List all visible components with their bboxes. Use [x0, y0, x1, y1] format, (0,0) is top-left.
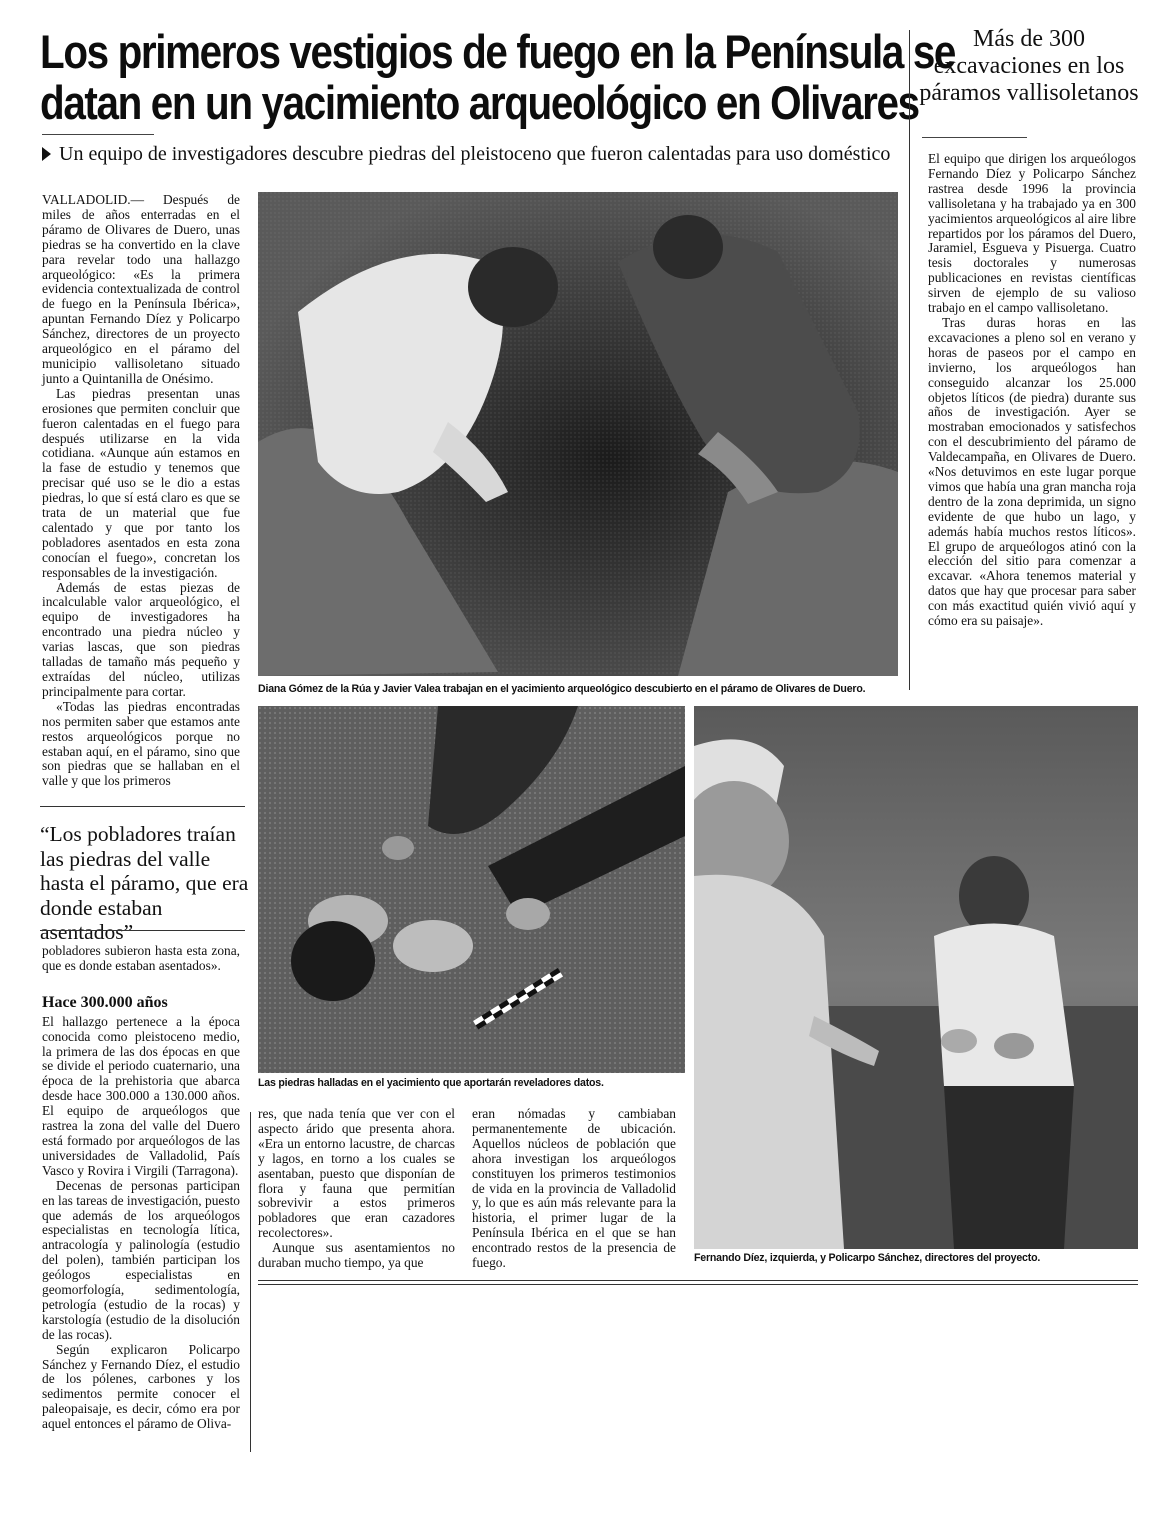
sidebar-divider — [909, 30, 910, 690]
headline-line-2: datan en un yacimiento arqueológico en Olivares — [40, 76, 919, 129]
section-title: Hace 300.000 años — [42, 993, 168, 1011]
bottom-rule-1 — [258, 1280, 1138, 1281]
excavation-photo-image — [258, 192, 898, 676]
stones-photo — [258, 706, 685, 1073]
body-column-3 — [472, 1107, 676, 1271]
body-paragraph: eran nómadas y cambiaban permanentemente de ubicación. Aquellos núcleos de población que ahora investigan los arqueólogos constituyen los primeros testimonios de vida en la provincia de Valladolid y, lo que es aún más relevante para la historia, el primer lugar de la Península Ibérica en el que se han encontrado restos de la presencia de fuego. — [472, 1106, 676, 1271]
headline-line-1: Los primeros vestigios de fuego en la Península se — [40, 25, 956, 78]
column-divider — [250, 1112, 251, 1452]
body-column-1-continued — [42, 944, 240, 1432]
sidebar-title-rule — [922, 137, 1027, 138]
body-paragraph: res, que nada tenía que ver con el aspecto árido que presenta ahora. «Era un entorno lacustre, de charcas y lagos, en torno a los cuales se asentaban, puesto que disponían de flora y fauna que permitían sobrevivir a estos primeros pobladores que eran cazadores recolectores». — [258, 1106, 455, 1241]
body-paragraph: «Todas las piedras encontradas nos permiten saber que estamos ante restos arqueológicos porque no estaban aquí, en el páramo, sino que son piedras que se hallaban en el valle y que los primeros — [42, 698, 240, 789]
pull-quote-rule-top — [40, 806, 245, 807]
caption-directors-photo: Fernando Díez, izquierda, y Policarpo Sánchez, directores del proyecto. — [694, 1252, 1041, 1264]
stones-photo-image — [258, 706, 685, 1073]
caption-stones-photo: Las piedras halladas en el yacimiento que aportarán reveladores datos. — [258, 1077, 604, 1089]
sidebar-paragraph: Tras duras horas en las excavaciones a pleno sol en verano y horas de paseos por el campo en invierno, los arqueólogos han conseguido alcanzar los 25.000 objetos líticos (de piedra) durante sus años de investigación. Ayer se mostraban emocionados y satisfechos con el descubrimiento del páramo de Valdecampaña, en Olivares de Duero. «Nos detuvimos en este lugar porque vimos que había una gran mancha roja dentro de la zona deprimida, un signo evidente de que hubo un lago, y además había muchos restos líticos». El grupo de arqueólogos atinó con la elección del sitio para comenzar a excavar. «Ahora tenemos material y datos que hay que procesar para saber con más exactitud quién vivió aquí y cómo era su paisaje». — [928, 314, 1136, 629]
body-paragraph: Aunque sus asentamientos no duraban mucho tiempo, ya que — [258, 1240, 455, 1271]
pull-quote-rule-bottom — [40, 930, 245, 931]
body-paragraph: Según explicaron Policarpo Sánchez y Fernando Díez, el estudio de los pólenes, carbones y los sedimentos permite conocer el paleopaisaje, es decir, cómo era por aquel entonces el páramo de Oliva- — [42, 1341, 240, 1432]
body-column-1 — [42, 193, 240, 789]
main-photo — [258, 192, 898, 676]
sidebar-paragraph: El equipo que dirigen los arqueólogos Fernando Díez y Policarpo Sánchez rastrea desde 1996 la provincia vallisoletana y ha trabajado ya en 300 yacimientos arqueológicos al aire libre repartidos por los páramos del Duero, Jaramiel, Esgueva y Pisuerga. Cuatro tesis doctorales y numerosas publicaciones en revistas científicas sirven de ejemplo de su valioso trabajo en el campo vallisoletano. — [928, 151, 1136, 316]
pull-quote: “Los pobladores traían las piedras del valle hasta el páramo, que era donde estaban asentados” — [40, 822, 249, 944]
subhead — [42, 142, 912, 166]
caption-main-photo: Diana Gómez de la Rúa y Javier Valea trabajan en el yacimiento arqueológico descubierto en el páramo de Olivares de Duero. — [258, 683, 866, 695]
body-paragraph: Además de estas piezas de incalculable valor arqueológico, el equipo de investigadores ha encontrado una piedra núcleo y varias lascas, que son piedras talladas de tamaño más pequeño y extraídas del núcleo, utilizas principalmente para cortar. — [42, 579, 240, 699]
body-paragraph: VALLADOLID.— Después de miles de años enterradas en el páramo de Olivares de Duero, unas piedras se ha convertido en la clave para revelar todo una hallazgo arqueológico: «Es la primera evidencia contextualizada de control de fuego en la Península Ibérica», apuntan Fernando Díez y Policarpo Sánchez, directores de un proyecto arqueológico en el páramo del municipio vallisoletano situado junto a Quintanilla de Onésimo. — [42, 192, 240, 386]
triangle-bullet-icon — [42, 147, 51, 161]
sidebar-body — [928, 152, 1136, 629]
body-column-2 — [258, 1107, 455, 1271]
dateline: VALLADOLID.— — [42, 192, 145, 207]
body-paragraph: pobladores subieron hasta esta zona, que es donde estaban asentados». — [42, 943, 240, 973]
bottom-rule-2 — [258, 1284, 1138, 1285]
headline — [40, 25, 956, 129]
directors-photo — [694, 706, 1138, 1249]
body-paragraph: Decenas de personas participan en las tareas de investigación, puesto que además de los arqueólogos especialistas en tecnología lítica, antracología y palinología (estudio del polen), también participan los geólogos especialistas en geomorfología, sedimentología, petrología (estudio de la rocas) y karstología (estudio de la disolución de las rocas). — [42, 1177, 240, 1342]
body-paragraph: Las piedras presentan unas erosiones que permiten concluir que fueron calentadas en el fuego para después utilizarse en la vida cotidiana. «Aunque aún estamos en la fase de estudio y tenemos que precisar qué uso se le dio a estas piedras, lo que sí está claro es que se trata de un material que fue calentado y que por tanto los pobladores asentados en esta zona conocían el fuego», concretan los responsables de la investigación. — [42, 385, 240, 580]
body-paragraph: El hallazgo pertenece a la época conocida como pleistoceno medio, la primera de las dos épocas en que se divide el periodo cuaternario, una época de la prehistoria que abarca desde hace 300.000 a 130.000 años. El equipo de arqueólogos que rastrea la zona del valle del Duero está formado por arqueólogos de las universidades de Valladolid, País Vasco y Rovira i Virgili (Tarragona). — [42, 1013, 240, 1178]
subhead-text: Un equipo de investigadores descubre piedras del pleistoceno que fueron calentadas para uso doméstico — [59, 143, 891, 165]
sidebar-title: Más de 300 excavaciones en los páramos vallisoletanos — [919, 26, 1139, 106]
subhead-rule — [42, 134, 154, 135]
directors-photo-image — [694, 706, 1138, 1249]
